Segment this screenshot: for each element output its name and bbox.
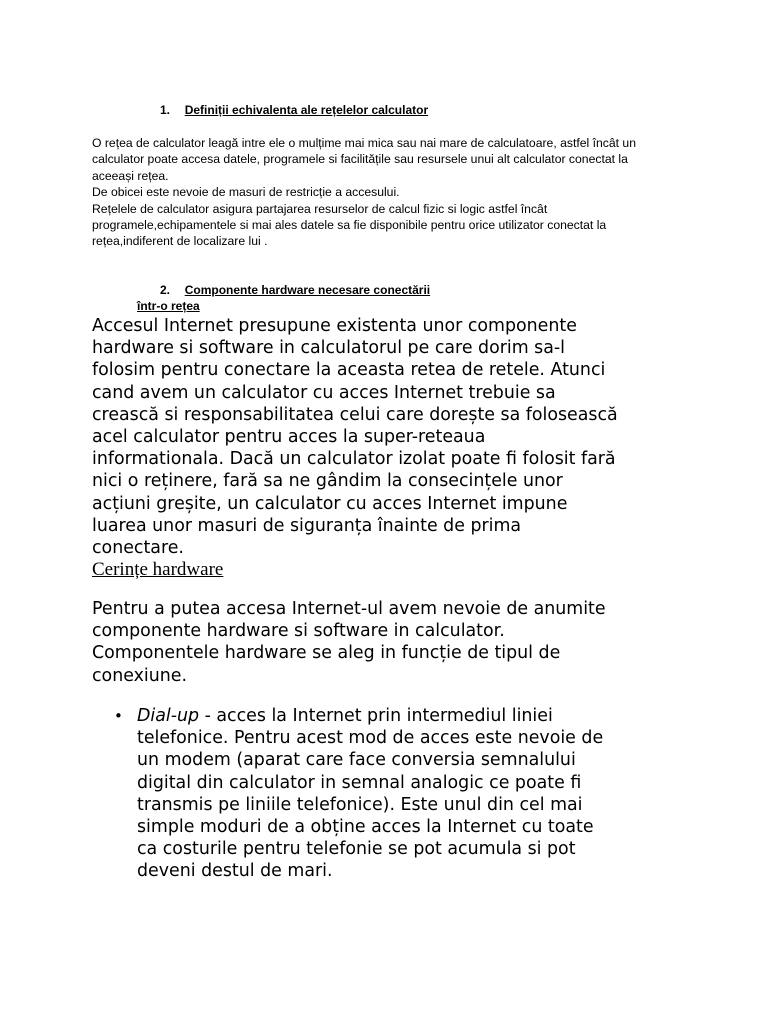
- paragraph-line: aceeași rețea.: [92, 168, 169, 183]
- paragraph-line: acel calculator pentru acces la super-reteaua: [92, 427, 486, 448]
- paragraph-line: programele,echipamentele si mai ales datele sa fie disponibile pentru orice utilizator conectat la: [92, 218, 607, 233]
- bullet-dot-icon: •: [114, 707, 123, 725]
- paragraph-line: luarea unor masuri de siguranța înainte de prima: [92, 515, 522, 536]
- paragraph-line: crească si responsabilitatea celui care dorește sa folosească: [92, 404, 618, 425]
- section-2-title-line-2: într-o rețea: [137, 299, 200, 313]
- bullet-first-rest: - acces la Internet prin intermediul liniei: [199, 706, 553, 726]
- paragraph-line: rețea,indiferent de localizare lui .: [92, 234, 268, 249]
- bullet-first-line: [137, 705, 697, 727]
- section-2-number: 2.: [160, 283, 171, 297]
- paragraph-line: cand avem un calculator cu acces Internet trebuie sa: [92, 382, 556, 403]
- paragraph-line: hardware si software in calculatorul pe care dorim sa-l: [92, 338, 565, 359]
- bullet-dial-up: [137, 705, 697, 883]
- section-2-title-line-1: Componente hardware necesare conectării: [184, 283, 431, 297]
- paragraph-line: nici o reținere, fară sa ne gândim la consecințele unor: [92, 471, 563, 492]
- bullet-line: ca costurile pentru telefonie se pot acumula si pot: [137, 839, 576, 860]
- section-2-paragraph: [92, 315, 692, 559]
- section-1-number: 1.: [160, 103, 171, 117]
- section-1-heading: [160, 102, 428, 118]
- cerinte-paragraph: [92, 598, 692, 687]
- paragraph-line: Componentele hardware se aleg in funcție de tipul de: [92, 643, 561, 664]
- paragraph-line: Accesul Internet presupune existenta unor componente: [92, 316, 577, 336]
- section-1-title: Definiții echivalenta ale rețelelor calculator: [184, 103, 429, 117]
- paragraph-line: Rețelele de calculator asigura partajarea resurselor de calcul fizic si logic astfel încât: [92, 201, 548, 216]
- paragraph-line: componente hardware si software in calculator.: [92, 621, 505, 642]
- cerinte-hardware-heading: Cerințe hardware: [92, 559, 224, 580]
- paragraph-line: conectare.: [92, 538, 184, 559]
- bullet-line: simple moduri de a obține acces la Internet cu toate: [137, 817, 594, 838]
- paragraph-line: calculator poate accesa datele, programele si facilitățile sau resursele unui alt calculator conectat la: [92, 152, 628, 167]
- paragraph-line: informationala. Dacă un calculator izolat poate fi folosit fară: [92, 449, 616, 470]
- section-1-paragraph: [92, 135, 692, 250]
- section-2-heading-continued: [137, 298, 200, 314]
- paragraph-line: acțiuni greșite, un calculator cu acces Internet impune: [92, 493, 568, 514]
- paragraph-line: De obicei este nevoie de masuri de restricție a accesului.: [92, 185, 400, 200]
- paragraph-line: O rețea de calculator leagă intre ele o mulțime mai mica sau nai mare de calculatoare, astfel încât un: [92, 136, 636, 150]
- bullet-line: un modem (aparat care face conversia semnalului: [137, 750, 576, 771]
- section-2-heading: [160, 282, 430, 298]
- bullet-line: digital din calculator in semnal analogic ce poate fi: [137, 772, 582, 793]
- bullet-line: deveni destul de mari.: [137, 861, 333, 882]
- bullet-term: Dial-up: [137, 706, 200, 726]
- paragraph-line: conexiune.: [92, 665, 188, 686]
- paragraph-line: Pentru a putea accesa Internet-ul avem nevoie de anumite: [92, 599, 606, 619]
- bullet-line: telefonice. Pentru acest mod de acces este nevoie de: [137, 728, 604, 749]
- paragraph-line: folosim pentru conectare la aceasta retea de retele. Atunci: [92, 360, 606, 381]
- bullet-line: transmis pe liniile telefonice). Este unul din cel mai: [137, 794, 583, 815]
